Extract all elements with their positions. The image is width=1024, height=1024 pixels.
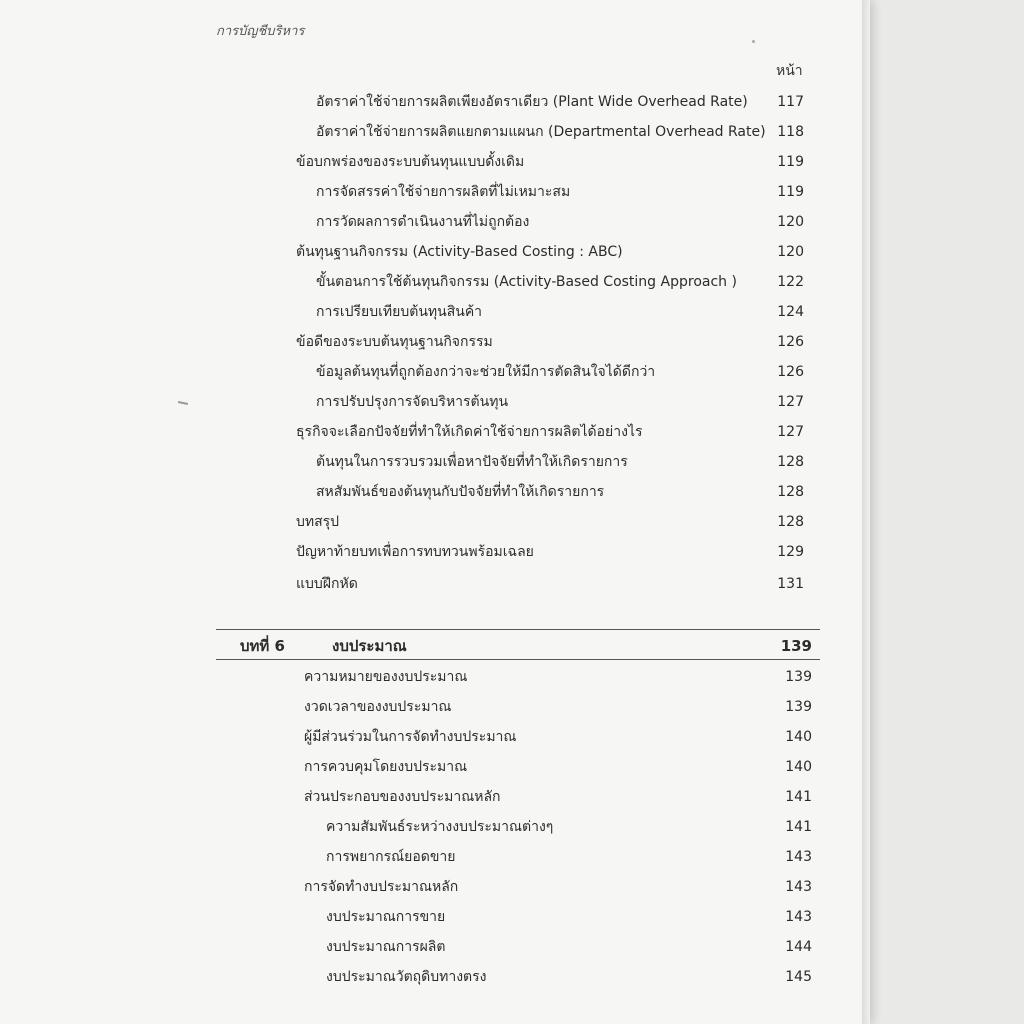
- toc-entry: [304, 875, 812, 899]
- chapter-rule-bottom: [216, 659, 820, 660]
- toc-entry: [296, 150, 804, 174]
- toc-entry-page: 139: [785, 699, 812, 715]
- toc-entry-page: 119: [777, 154, 804, 170]
- toc-entry-title: การวัดผลการดำเนินงานที่ไม่ถูกต้อง: [316, 214, 530, 230]
- toc-entry-page: 122: [777, 274, 804, 290]
- toc-entry: [316, 390, 804, 414]
- chapter-label: บทที่ 6: [240, 637, 285, 655]
- toc-entry: [316, 270, 804, 294]
- toc-entry: [326, 845, 812, 869]
- toc-entry-page: 140: [785, 759, 812, 775]
- toc-entry-title: ความสัมพันธ์ระหว่างงบประมาณต่างๆ: [326, 819, 554, 835]
- toc-entry: [316, 300, 804, 324]
- toc-entry: [296, 240, 804, 264]
- toc-entry-page: 118: [777, 124, 804, 140]
- toc-entry-title: ข้อบกพร่องของระบบต้นทุนแบบดั้งเดิม: [296, 154, 525, 170]
- toc-entry-page: 144: [785, 939, 812, 955]
- toc-entry-title: การปรับปรุงการจัดบริหารต้นทุน: [316, 394, 509, 410]
- toc-entry-title: งบประมาณการผลิต: [326, 939, 446, 955]
- running-header: การบัญชีบริหาร: [216, 24, 305, 39]
- toc-entry: [304, 695, 812, 719]
- page-column-label: หน้า: [776, 63, 803, 79]
- toc-entry: [296, 420, 804, 444]
- toc-entry-page: 128: [777, 454, 804, 470]
- toc-entry-page: 126: [777, 334, 804, 350]
- toc-entry-page: 126: [777, 364, 804, 380]
- toc-entry: [326, 905, 812, 929]
- toc-entry-page: 120: [777, 214, 804, 230]
- toc-entry-page: 128: [777, 514, 804, 530]
- toc-entry-page: 127: [777, 424, 804, 440]
- toc-entry-title: ผู้มีส่วนร่วมในการจัดทำงบประมาณ: [304, 729, 517, 745]
- toc-entry: [316, 480, 804, 504]
- toc-entry-page: 129: [777, 544, 804, 560]
- toc-entry-page: 139: [785, 669, 812, 685]
- toc-entry-title: การพยากรณ์ยอดขาย: [326, 849, 456, 865]
- chapter-heading: [240, 634, 812, 658]
- scan-speck: [752, 40, 755, 43]
- toc-entry-title: ส่วนประกอบของงบประมาณหลัก: [304, 789, 501, 805]
- toc-entry-title: สหสัมพันธ์ของต้นทุนกับปัจจัยที่ทำให้เกิดรายการ: [316, 484, 605, 500]
- toc-entry-page: 117: [777, 94, 804, 110]
- toc-entry-page: 143: [785, 849, 812, 865]
- toc-entry-title: ความหมายของงบประมาณ: [304, 669, 468, 685]
- toc-entry-title: แบบฝึกหัด: [296, 576, 358, 592]
- toc-entry: [316, 360, 804, 384]
- toc-entry-page: 120: [777, 244, 804, 260]
- chapter-rule-top: [216, 629, 820, 630]
- toc-entry-page: 145: [785, 969, 812, 985]
- toc-entry-page: 141: [785, 789, 812, 805]
- toc-entry-title: ข้อดีของระบบต้นทุนฐานกิจกรรม: [296, 334, 493, 350]
- page-edge-shadow: [862, 0, 870, 1024]
- toc-entry-title: ต้นทุนฐานกิจกรรม (Activity-Based Costing : ABC): [296, 244, 623, 260]
- toc-entry-title: ปัญหาท้ายบทเพื่อการทบทวนพร้อมเฉลย: [296, 544, 534, 560]
- toc-entry-page: 128: [777, 484, 804, 500]
- toc-entry-title: การจัดทำงบประมาณหลัก: [304, 879, 459, 895]
- toc-entry-title: ธุรกิจจะเลือกปัจจัยที่ทำให้เกิดค่าใช้จ่ายการผลิตได้อย่างไร: [296, 424, 643, 440]
- toc-entry-title: งบประมาณวัตถุดิบทางตรง: [326, 969, 487, 985]
- chapter-page: 139: [780, 637, 812, 655]
- toc-entry-page: 143: [785, 909, 812, 925]
- toc-entry-page: 131: [777, 576, 804, 592]
- toc-entry-page: 141: [785, 819, 812, 835]
- toc-entry-title: ข้อมูลต้นทุนที่ถูกต้องกว่าจะช่วยให้มีการตัดสินใจได้ดีกว่า: [316, 364, 656, 380]
- toc-entry: [326, 815, 812, 839]
- toc-entry-title: ต้นทุนในการรวบรวมเพื่อหาปัจจัยที่ทำให้เกิดรายการ: [316, 454, 628, 470]
- toc-entry: [316, 210, 804, 234]
- toc-entry: [316, 180, 804, 204]
- toc-entry: [304, 665, 812, 689]
- toc-entry: [304, 725, 812, 749]
- toc-entry-title: การควบคุมโดยงบประมาณ: [304, 759, 468, 775]
- toc-entry: [304, 755, 812, 779]
- scan-mark: [178, 401, 188, 405]
- toc-entry: [296, 540, 804, 564]
- toc-entry-page: 143: [785, 879, 812, 895]
- toc-entry-title: บทสรุป: [296, 514, 340, 530]
- toc-entry: [296, 572, 804, 596]
- toc-entry-title: ขั้นตอนการใช้ต้นทุนกิจกรรม (Activity-Based Costing Approach ): [316, 274, 737, 290]
- toc-entry: [316, 90, 804, 114]
- toc-entry-page: 140: [785, 729, 812, 745]
- toc-entry-title: การจัดสรรค่าใช้จ่ายการผลิตที่ไม่เหมาะสม: [316, 184, 571, 200]
- toc-entry-page: 127: [777, 394, 804, 410]
- toc-entry: [316, 120, 804, 144]
- toc-entry-page: 124: [777, 304, 804, 320]
- toc-entry-page: 119: [777, 184, 804, 200]
- toc-entry: [326, 935, 812, 959]
- toc-entry-title: การเปรียบเทียบต้นทุนสินค้า: [316, 304, 483, 320]
- chapter-title: งบประมาณ: [332, 637, 407, 655]
- toc-entry-title: อัตราค่าใช้จ่ายการผลิตแยกตามแผนก (Departmental Overhead Rate): [316, 124, 766, 140]
- toc-entry: [316, 450, 804, 474]
- toc-entry: [304, 785, 812, 809]
- toc-entry-title: อัตราค่าใช้จ่ายการผลิตเพียงอัตราเดียว (Plant Wide Overhead Rate): [316, 94, 748, 110]
- toc-entry: [296, 510, 804, 534]
- toc-entry-title: งวดเวลาของงบประมาณ: [304, 699, 452, 715]
- toc-entry-title: งบประมาณการขาย: [326, 909, 446, 925]
- toc-entry: [326, 965, 812, 989]
- toc-entry: [296, 330, 804, 354]
